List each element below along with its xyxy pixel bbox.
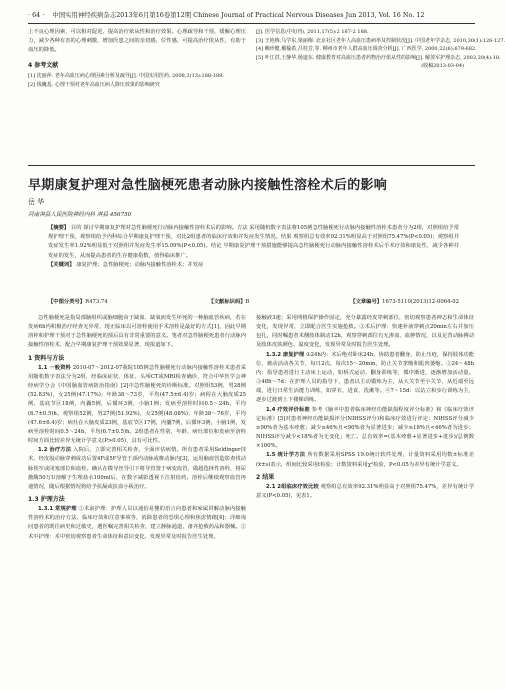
body-paragraph: [28, 505, 246, 542]
article-body: [28, 314, 475, 684]
paragraph-text: 2010-07～2012-07我院105例急性脑梗死行动脉内接触性溶栓术患者采用随机数字表法分为2组，经临床症状、体征、头颅CT或MRI检查确诊，符合中华医学会神经病学分会《中国脑血管病防治指南》[2]中急性脑梗死的诊断标准。对照组53例，男28例(52.83%)，女25例(47.17%)；年龄38～73岁，平均(47.5±6.4)岁；病程在大脑皮质25例，基底节区18例，内囊5例，后循环3例，小脑1例；发病至溶栓时间0.5～24h，平均(6.7±0.5)h。观察组52例，男27例(51.92%)，女25例(48.08%)；年龄38～76岁，平均(47.6±6.4)岁；病灶在大脑皮质23例，基底节区17例，内囊7例，后循环3例，小脑1例，发病至溶栓时间0.5～24h，平均(6.7±0.5)h。2组患者在性别、年龄、病灶部位和发病至溶栓时间方面比较差异无统计学意义(P>0.05)，具有可比性。: [28, 364, 246, 445]
body-paragraph: 接触液3速；采用网格保护操作固定，充分暴露经皮穿刺部位，密切观察患者神志和生命体征变化，发现异常，立即配合医生实施抢救。③术后护理：快速补液穿刺点20min左右并加压包扎，同时嘱患者术侧肢体制动12h，观察穿刺部位有无渗血、血肿情况，以及足背动脉搏动及肢体皮肤颜色、温度变化，发现异常及时报告医生处理。: [256, 315, 474, 349]
subsection-heading: 1.4 疗效评价标准: [266, 406, 310, 413]
body-paragraph: [28, 364, 246, 446]
author-affiliation: 河南淇县人民医院神经内科 淇县 456750: [28, 212, 132, 218]
reference-item: [1] 沈丽萍. 老年高血压病心理因素分析及疏导[J]. 中国实用医药, 2008,3(13):188-189.: [28, 73, 224, 80]
doc-code-label: 【文献标识码】: [208, 299, 246, 305]
article-author: 岳 华: [28, 198, 45, 206]
keywords-label: 【关键词】: [48, 261, 75, 268]
reference-item: [3] 王艳梅,马学东,梁丽梅. 北京社区老年人高血压患病率及控制状况[J]. 中国老年学杂志, 2010,30(1):126-127.: [256, 37, 505, 44]
subsection-heading: 1.3 护理方法: [28, 495, 65, 503]
running-header: [28, 8, 475, 22]
previous-article-text: 上不良心理因素，可以相对促进，提高治疗依从性和治疗效果。心理疏导和干预，缓解心理压力，减少各种有害的心理刺激，增加医患之间的亲切感，位性感，可提高治疗依从性，有助于血压的降低。: [28, 29, 246, 54]
subsection-heading: 1.5 统计学方法: [266, 452, 306, 459]
section-heading: 1 资料与方法: [28, 354, 65, 362]
clc-field: [48, 297, 108, 305]
paragraph-text: ①24h内：术后绝对卧床24h，协助患者翻身，防止压疮，保持肢体功能位，被动活动各关节，每日2次，每次15～20min，防止关节挛缩和肌肉萎缩。②24～48h内：指导患者进行主动床上运动，如桥式运动、翻身训练等，循序渐进，逐渐增加活动量。③48h～7d：在护理人员的指导下，患者以主动锻炼为主，从大关节至小关节、从近端至远端，进行日常生活能力训练，如穿衣、进食、洗漱等。④7～15d：以站立和步行训练为主，逐步过渡到上下楼梯训练。: [256, 351, 474, 404]
reference-item: [5] 叶江洪,王静华,杨道东. 健康教育对高血压患者药物治疗依从性的影响[J]. 解放军护理杂志, 2003,20(4):18.: [256, 54, 501, 61]
references-heading: 4 参考文献: [28, 62, 59, 70]
subsection-heading: 1.2 治疗方法: [38, 447, 72, 454]
keywords-text: 康复护理；急性脑梗死；动脉内接触性溶栓术；并发症: [76, 261, 204, 268]
article-no-value: 1673-5110(2013)12-0064-02: [382, 299, 459, 305]
subsection-heading: 1.3.2 康复护理: [266, 351, 305, 358]
paragraph-text: 入院后，立即完善相关检查，全面评估病情。所有患者采用Seldinger技术，经皮股动脉穿刺成功后置4F或5F导管于颈内动脉或椎动脉内[3]，运用脑血管造影查找动脉狭窄或闭塞部位和血栓。确认在微导丝导引下将导管置于病变血管，做超选择性溶栓，将尿激酶50万U溶解于生理盐水100ml后，在数字减影透视下注射给药。溶栓后继续观察血管再通情况，随后根据情况将给予抗凝或抗血小板治疗。: [28, 447, 247, 490]
clc-value: R473.74: [85, 299, 108, 305]
article-separator: [28, 165, 475, 166]
body-paragraph: [28, 446, 246, 492]
reference-item: [2] 钱巍基. 心理干预对老年高血压病人降压效果的影响研究: [28, 81, 160, 88]
body-paragraph: [256, 406, 474, 452]
article-no-field: [350, 297, 459, 305]
reference-item: [J]. 医学信息(中旬刊), 2011,17(5):2 187-2 188.: [256, 29, 369, 35]
paragraph-text: 观察组总有效率92.31%明显高于对照组75.47%，差异有统计学意义(P<0.05)，见表1。: [256, 483, 474, 499]
paragraph-text: 所有数据采用SPSS 19.0统计软件处理，计量资料采用均数±标准差(x̄±s)表示，组间比较采用t检验；计数资料采用χ²检验，P<0.05为差异有统计学意义。: [256, 452, 474, 468]
intro-paragraph: 急性脑梗死是指局部脑组织或脑细胞由于缺血、缺氧而发生坏死的一种脑血管疾病，若在发病6h内积极治疗经查无异常，现正临床以可溶栓使用手术溶栓是最好的方式[1]，因此早期溶栓和护理干预对于急性脑梗死的预后具有非常重要的意义。笔者对急性脑梗死患者行动脉内接触性溶栓术，配合早期康复护理干预效果显著，现报道如下。: [28, 315, 246, 349]
previous-article-tail: [28, 28, 505, 168]
header-rule: [28, 23, 475, 24]
body-paragraph: [256, 351, 474, 406]
article-no-label: 【文章编号】: [350, 299, 383, 305]
abstract: [48, 224, 459, 270]
page-number: · 64 ·: [28, 11, 45, 19]
doc-code-value: B: [245, 299, 250, 305]
abstract-text: 目的 探讨早期康复护理对急性脑梗死行动脉内接触性溶栓术后的影响。方法 采用随机数字表法将105例急性脑梗死行动脉内接触性溶栓术患者分为2组，对照组给予常规护理干预，观察组给予内科综合早期康复护理干预，对比2组患者的临床疗效和并发症发生情况。结果 观察组总有效率92.31%明显高于对照组75.47%(P<0.05)；观察组并发症发生率1.92%明显低于对照组并发症发生率15.09%(P<0.05)。结论 早期康复护理干预措施能够提高急性脑梗死行动脉内接触性溶栓术后手术疗效和康复性，减少各种并发症的发生，从而提高患者的生存健康指数，值得临床推广。: [48, 225, 459, 259]
body-paragraph: [256, 483, 474, 501]
subsection-heading: 2.1 2组临床疗效比较: [266, 483, 319, 490]
abstract-label: 【摘要】: [48, 225, 70, 231]
subsection-heading: 1.1 一般资料: [38, 364, 71, 371]
body-right-column: [256, 314, 474, 684]
journal-citation: 中国实用神经疾病杂志2013年6月第16卷第12期 Chinese Journal of Practical Nervous Diseases Jun 2013, Vol. 16 No. 12: [52, 11, 425, 19]
clc-label: 【中图分类号】: [48, 299, 86, 305]
previous-article-left-column: [28, 28, 246, 168]
received-date: (收稿2013-03-04): [421, 63, 464, 69]
body-left-column: [28, 314, 246, 684]
doc-code-field: [208, 297, 249, 305]
paragraph-text: ①术前护理：护理人员以通俗易懂的语言向患者和家属讲解动脉内接触性溶栓术的治疗方法、临床疗效和注意事项等，消除患者的恐惧心理和焦虑情绪[4]；详细询问患者的既往病史和过敏史，遵医嘱完善相关检查，建立静脉通道，备齐抢救药品和器械。②术中护理：术中密切观察患者生命体征和意识变化，发现异常及时报告医生处理。: [28, 506, 246, 540]
previous-article-right-column: [256, 28, 505, 168]
section-heading: 2 结果: [256, 473, 275, 481]
article-metadata: [48, 297, 459, 305]
subsection-heading: 1.3.1 常规护理: [38, 506, 77, 513]
reference-item: [4] 赖珍健,戴榆希,吕桂芳,等. 柳州市老年人群高血压调查分析[J]. 广西医学, 2000,22(6):679-682.: [256, 46, 477, 52]
body-paragraph: [256, 451, 474, 469]
paragraph-text: 参考《脑卒中患者临床神经功能缺损程度评分标准》和《临床疗效评定标准》[5]对患者神经功能缺损评分(NIHSS评分)和临床疗效进行评定：NIHSS评分减少≥90%者为基本痊愈；减少≥46%且<90%者为显著进步；减少≥18%且<46%者为进步；NIHSS评分减少<18%者为无变化；死亡。总有效率=(基本痊愈+显著进步+进步)/总例数×100%。: [256, 406, 474, 450]
article-title: 早期康复护理对急性脑梗死患者动脉内接触性溶栓术后的影响: [28, 178, 388, 193]
